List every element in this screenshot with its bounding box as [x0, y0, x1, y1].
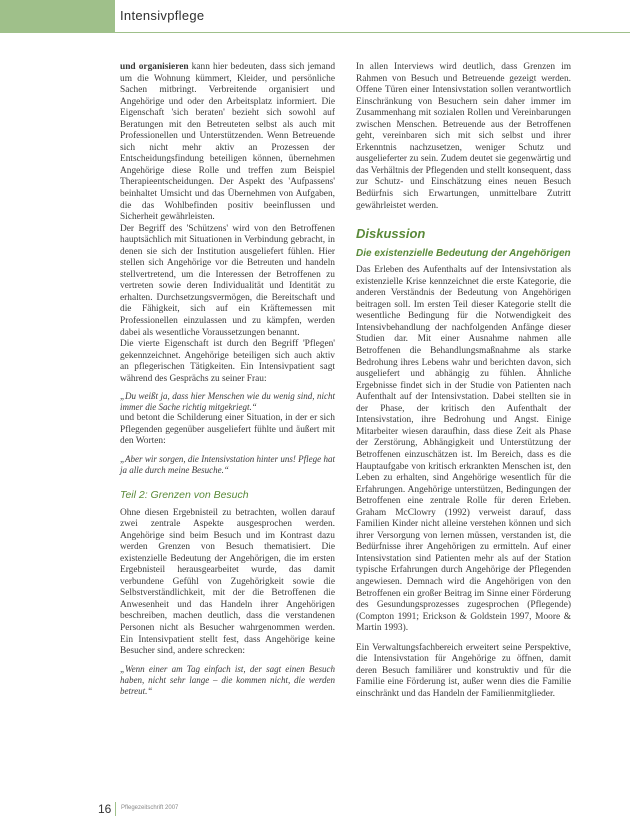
paragraph: Ein Verwaltungsfachbereich erweitert seine Perspektive, die Intensivstation für Angehörige zu öffnen, damit deren Besuch familiärer und konstruktiv und für die Familie eine Förderung ist, außer wenn dies die Familie einschränkt und das Handeln der Familienmitglieder. — [356, 642, 571, 699]
paragraph-text: kann hier bedeuten, dass sich jemand um die Wohnung kümmert, Kleider, und persönliche Sachen mitbringt. Verbreitende organisiert und Angehörige und oder den Arbeitsplatz informiert. Die Eigenschaft 'sich beraten' bezieht sich sowohl auf Beratungen mit den Betreuteten selbst als auch mit Professionellen und Unterstützenden. Wenn Betreuende sich nicht mehr aktiv an Prozessen der Entscheidungsfindung beteiligen können, übernehmen Angehörige diese Rolle und treffen zum Beispiel Therapieentscheidungen. Der Aspekt des 'Aufpassens' beinhaltet Umsicht und das Übernehmen von Aufgaben, die das Wohlbefinden positiv beeinflussen und Sicherheit gewährleisten. — [120, 62, 336, 223]
header-rule — [0, 32, 630, 33]
footer-divider — [115, 802, 116, 816]
paragraph: In allen Interviews wird deutlich, dass Grenzen im Rahmen von Besuch und Betreuende gezeigt werden. Offene Türen einer Intensivstation sollen verantwortlich Einschränkung von Besuchern sein daher immer im Zusammenhang mit sozialen Rollen und Vereinbarungen zwischen Menschen. Betreuende aus der Betroffenen geht, vereinbaren sich mit sich selbst und ihrer Erkenntnis nachzusetzen, weniger Schutz und ausgelieferter zu sein. Zudem deutet sie gegenwärtig und das Verhältnis der Pflegenden und stellt konsequent, dass zur Schutz- und Einschätzung eines neuen Besuch Bedürfnis sich Erwartungen, unmittelbare Zutritt gewährleistet werden. — [356, 62, 571, 211]
spacer — [356, 635, 571, 643]
paragraph: und betont die Schilderung einer Situation, in der er sich Pflegenden gegenüber ausgeliefert fühlte und äußert mit den Worten: — [120, 413, 335, 447]
page-header — [0, 0, 630, 34]
footer-source: Pflegezeitschrift 2007 — [121, 805, 179, 811]
quote: „Wenn einer am Tag einfach ist, der sagt einen Besuch haben, nicht sehr lange – die kommen nicht, die werden betreut.“ — [120, 663, 335, 696]
left-column — [120, 62, 335, 697]
page-number: 16 — [98, 802, 112, 816]
header-accent-bar — [0, 0, 115, 32]
page-footer — [0, 796, 630, 820]
running-title: Intensivpflege — [120, 8, 205, 23]
paragraph: Der Begriff des 'Schützens' wird von den Betroffenen hauptsächlich mit Situationen in Verbindung gebracht, in denen sie sich der Institution ausgeliefert fühlen. Hier stellen sich Angehörige vor die Betreuten und handeln stellvertretend, um die Interessen der Betroffenen zu vertreten sowie deren Individualität und Identität zu erhalten. Durchsetzungsvermögen, die Bereitschaft und die Fähigkeit, sich auf ein Kräftemessen mit Professionellen einzulassen und zu kämpfen, werden dabei als wesentliche Voraussetzungen benannt. — [120, 223, 335, 338]
right-column — [356, 62, 571, 700]
paragraph: Die vierte Eigenschaft ist durch den Begriff 'Pflegen' gekennzeichnet. Angehörige beteiligen sich auch aktiv an pflegerischen Tätigkeiten. Ein Intensivpatient sagt während des Gesprächs zu seiner Frau: — [120, 339, 335, 384]
paragraph: Das Erleben des Aufenthalts auf der Intensivstation als existenzielle Krise kennzeichnet die erste Kategorie, die anderen Verständnis der Bedeutung von Angehörigen beitragen soll. Im ersten Teil dieser Kategorie stellt die wesentliche Bedingung für die Notwendigkeit des Intensivbehandlung der nachfolgenden Anfänge dieser Studien dar. Mit einer Ausnahme nahmen alle Betroffenen die Behandlungsmaßnahme als starke Bedrohung ihres Lebens wahr und berichten davon, sich ausgeliefert und abhängig zu fühlen. Ähnliche Ergebnisse findet sich in der Studie von Patienten nach Aufenthalt auf der Intensivstation. Dabei stellten sie in der Phase, der kritisch den Aufenthalt der Intensivstation, ihre Bedrohung und Angst. Einige Mitarbeiter wiesen daraufhin, dass diese Zeit als Phase der Zerstörung, Abhängigkeit und Unterstützung der Betroffenen einzuschätzen ist. Im Bereich, dass es die Hauptaufgabe von kritisch erkrankten Menschen ist, den Leben zu erhalten, sind Angehörige wesentlich für die Erfahrungen. Angehörige unterstützen, Bedingungen der Betroffenen eine zentrale Rolle für deren Erleben. Graham McClowry (1992) verweist darauf, dass Familien Kinder nicht alleine verstehen können und sich ihrer Versorgung von lernen müssen, verstanden ist, die Bedürfnisse ihrer Angehörigen zu ermitteln. Auf einer Intensivstation sind Patienten mehr als auf der Station typische Erfahrungen durch Angehörige der Pflegenden angewiesen. Demnach wird die Angehörigen von den Betroffenen ein großer Beitrag im Sinne einer Förderung des Gesundungsprozesses zugesprochen (Pflegende) (Compton 1991; Erickson & Goldstein 1997, Moore & Martin 1993). — [356, 265, 571, 634]
subsection-heading: Teil 2: Grenzen von Besuch — [120, 488, 249, 501]
bold-term: und organisieren — [120, 62, 189, 72]
section-heading: Diskussion — [356, 226, 426, 242]
quote: „Du weißt ja, dass hier Menschen wie du wenig sind, nicht immer die Sache richtig mitgekriegt.“ — [120, 391, 335, 413]
subsection-heading: Die existenzielle Bedeutung der Angehörigen — [356, 247, 571, 259]
paragraph — [120, 62, 335, 224]
quote: „Aber wir sorgen, die Intensivstation hinter uns! Pflege hat ja alle durch meine Besuche.“ — [120, 453, 335, 475]
paragraph: Ohne diesen Ergebnisteil zu betrachten, wollen darauf zwei zentrale Aspekte ausgesprochen werden. Angehörige sind beim Besuch und im Kontrast dazu werden Grenzen von Besuch thematisiert. Die existenzielle Bedeutung der Angehörigen, die im ersten Ergebnisteil herausgearbeitet wurde, das damit verbundene Gefühl von Zugehörigkeit sowie die Selbstverständlichkeit, mit der die Betroffenen die Anwesenheit und das Handeln ihrer Angehörigen beschreiben, machen deutlich, dass die verstandenen Personen nicht als Besucher wahrgenommen werden. Ein Intensivpatient stellt fest, dass Angehörige keine Besucher sind, andere schrecken: — [120, 507, 335, 657]
